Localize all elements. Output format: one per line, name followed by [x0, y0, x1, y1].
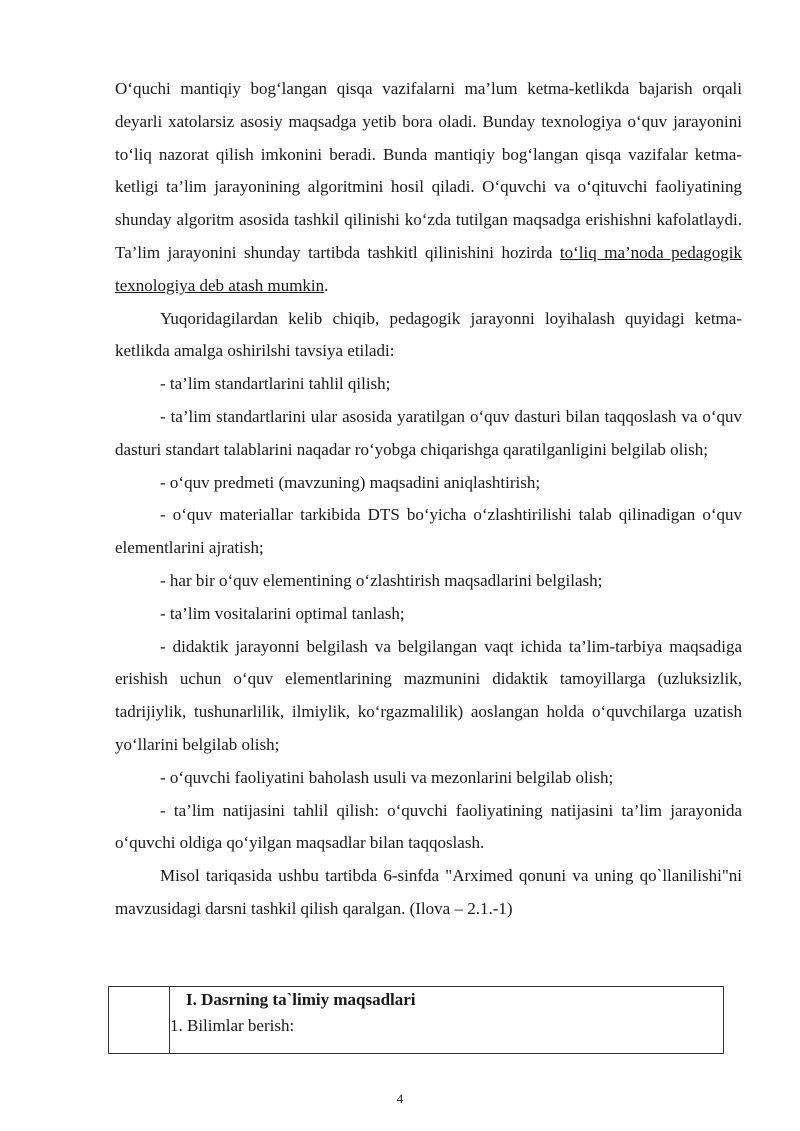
paragraph-intro-end: .: [324, 275, 329, 295]
table-line: 1. Bilimlar berish:: [170, 1016, 295, 1035]
paragraph-intro: [115, 73, 742, 303]
table-right-cell: [170, 987, 724, 1054]
table-row: [109, 987, 724, 1054]
paragraph-design-steps: Yuqoridagilardan kelib chiqib, pedagogik jarayonni loyihalash quyidagi ketma-ketlikda amalga oshirilshi tavsiya etiladi:: [115, 308, 742, 361]
paragraph-intro-text: O‘quchi mantiqiy bog‘langan qisqa vazifalarni ma’lum ketma-ketlikda bajarish orqali deyarli xatolarsiz asosiy maqsadga yetib bora oladi. Bunday texnologiya o‘quv jarayonini to‘liq nazorat qilish imkonini beradi. Bunda mantiqiy bog‘langan qisqa vazifalar ketma-ketligi ta’lim jarayonining algoritmini hosil qiladi. O‘quvchi va o‘qituvchi faoliyatining shunday algoritm asosida tashkil qilinishi ko‘zda tutilgan maqsadga erishishni kafolatlaydi. Ta’lim jarayonini shunday tartibda tashkitl qilinishini hozirda: [115, 79, 742, 262]
list-item: - ta’lim standartlarini tahlil qilish;: [160, 374, 391, 394]
paragraph-example: Misol tariqasida ushbu tartibda 6-sinfda "Arximed qonuni va uning qo`llanilishi"ni mavzusidagi darsni tashkil qilish qaralgan. (Ilova – 2.1.-1): [115, 866, 742, 918]
underlined-phrase: to‘liq ma’noda pedagogik texnologiya deb atash mumkin: [115, 242, 742, 295]
table-left-cell: [109, 987, 170, 1054]
lesson-plan-table: [108, 986, 724, 1054]
list-item: - ta’lim vositalarini optimal tanlash;: [160, 603, 405, 623]
page-number: 4: [396, 1091, 404, 1106]
list-item: - ta’lim natijasini tahlil qilish: o‘quvchi faoliyatining natijasini ta’lim jarayonida o‘quvchi oldiga qo‘yilgan maqsadlar bilan taqqoslash.: [115, 800, 742, 853]
list-item: - o‘quvchi faoliyatini baholash usuli va mezonlarini belgilab olish;: [160, 767, 614, 787]
list-item: - o‘quv predmeti (mavzuning) maqsadini aniqlashtirish;: [160, 472, 541, 492]
body-text: [115, 73, 742, 926]
list-item: - ta’lim standartlarini ular asosida yaratilgan o‘quv dasturi bilan taqqoslash va o‘quv dasturi standart talablarini naqadar ro‘yobga chiqarishga qaratilganligini belgilab olish;: [115, 406, 742, 459]
list-item: - o‘quv materiallar tarkibida DTS bo‘yicha o‘zlashtirilishi talab qilinadigan o‘quv elementlarini ajratish;: [115, 505, 742, 558]
table-heading: I. Dasrning ta`limiy maqsadlari: [186, 990, 416, 1009]
list-item: - didaktik jarayonni belgilash va belgilangan vaqt ichida ta’lim-tarbiya maqsadiga erishish uchun o‘quv elementlarining mazmunini didaktik tamoyillarga (uzluksizlik, tadrijiylik, tushunarlilik, ilmiylik, ko‘rgazmalilik) aoslangan holda o‘quvchilarga uzatish yo‘llarini belgilab olish;: [115, 636, 742, 754]
list-item: - har bir o‘quv elementining o‘zlashtirish maqsadlarini belgilash;: [160, 570, 603, 590]
